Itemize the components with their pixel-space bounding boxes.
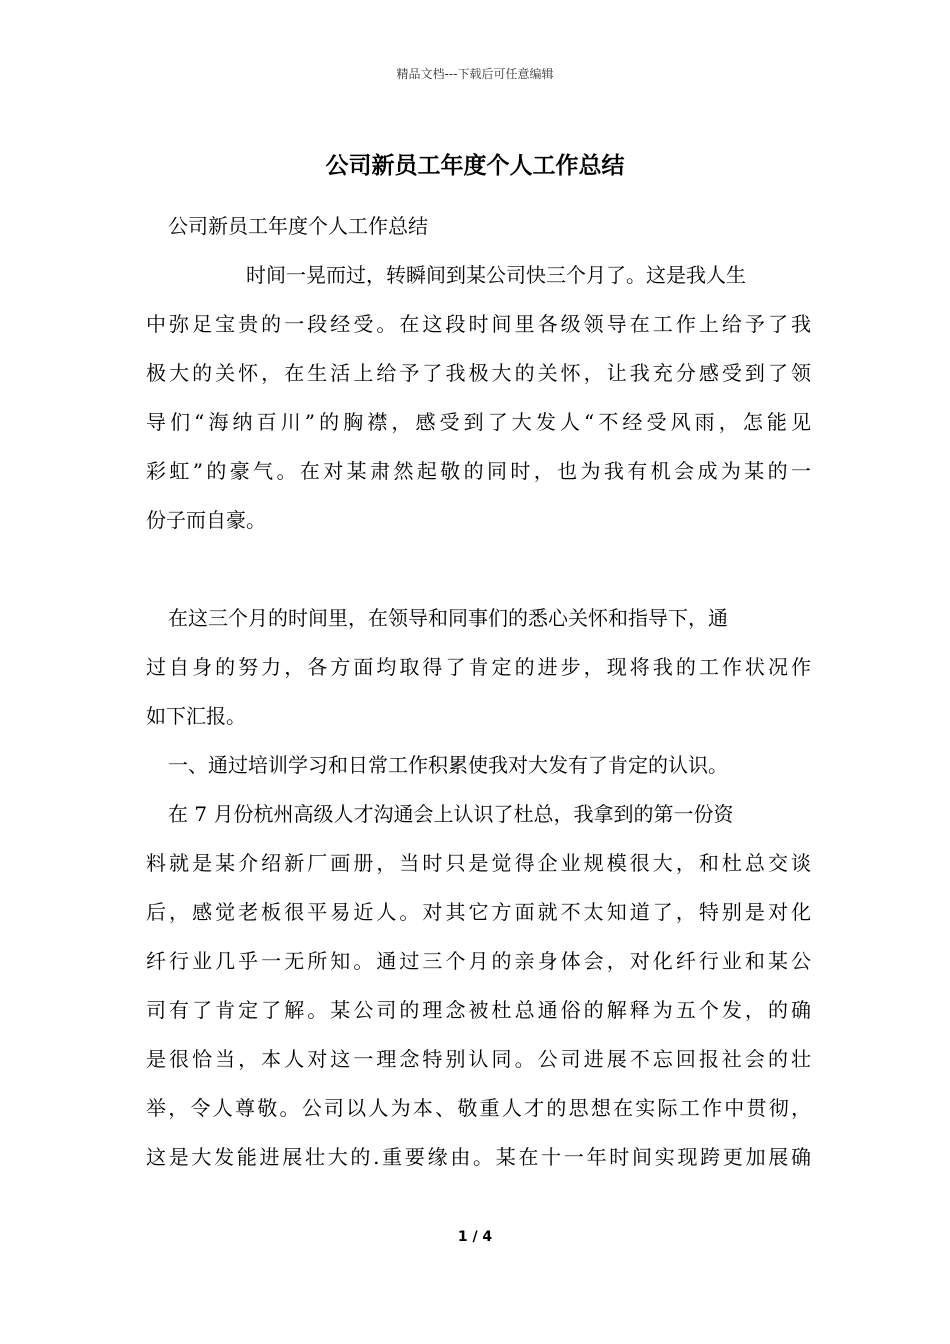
paragraph-line: 中弥足宝贵的一段经受。在这段时间里各级领导在工作上给予了我 — [146, 312, 811, 336]
paragraph-line: 彩虹”的豪气。在对某肃然起敬的同时，也为我有机会成为某的一 — [146, 459, 811, 483]
subtitle-line: 公司新员工年度个人工作总结 — [168, 214, 428, 238]
paragraph-line: 极大的关怀，在生活上给予了我极大的关怀，让我充分感受到了领 — [146, 361, 811, 385]
paragraph-gap — [146, 545, 811, 594]
paragraph-line: 过自身的努力，各方面均取得了肯定的进步，现将我的工作状况作 — [146, 655, 811, 679]
paragraph-line: 纤行业几乎一无所知。通过三个月的亲身体会，对化纤行业和某公 — [146, 949, 811, 973]
document-title: 公司新员工年度个人工作总结 — [325, 152, 625, 179]
paragraph-line: 份子而自豪。 — [146, 508, 266, 532]
paragraph-line: 举，令人尊敬。公司以人为本、敬重人才的思想在实际工作中贯彻， — [146, 1096, 811, 1120]
page-header: 精品文档---下载后可任意编辑 — [396, 67, 554, 81]
document-body — [146, 202, 811, 1182]
paragraph-line: 导们“海纳百川”的胸襟，感受到了大发人“不经受风雨，怎能见 — [146, 410, 811, 434]
paragraph-line: 司有了肯定了解。某公司的理念被杜总通俗的解释为五个发，的确 — [146, 998, 811, 1022]
paragraph-line: 这是大发能进展壮大的.重要缘由。某在十一年时间实现跨更加展确 — [146, 1145, 811, 1169]
page-number: 1 / 4 — [457, 1229, 493, 1245]
paragraph-line: 在 7 月份杭州高级人才沟通会上认识了杜总，我拿到的第一份资 — [168, 802, 734, 826]
paragraph-line: 在这三个月的时间里，在领导和同事们的悉心关怀和指导下，通 — [168, 606, 728, 630]
paragraph-line: 是很恰当，本人对这一理念特别认同。公司进展不忘回报社会的壮 — [146, 1047, 811, 1071]
paragraph-line: 如下汇报。 — [146, 704, 246, 728]
paragraph-line: 后，感觉老板很平易近人。对其它方面就不太知道了，特别是对化 — [146, 900, 811, 924]
paragraph-line: 时间一晃而过，转瞬间到某公司快三个月了。这是我人生 — [246, 263, 746, 287]
paragraph-line: 料就是某介绍新厂画册，当时只是觉得企业规模很大，和杜总交谈 — [146, 851, 811, 875]
section-heading-line: 一、通过培训学习和日常工作积累使我对大发有了肯定的认识。 — [168, 753, 728, 777]
